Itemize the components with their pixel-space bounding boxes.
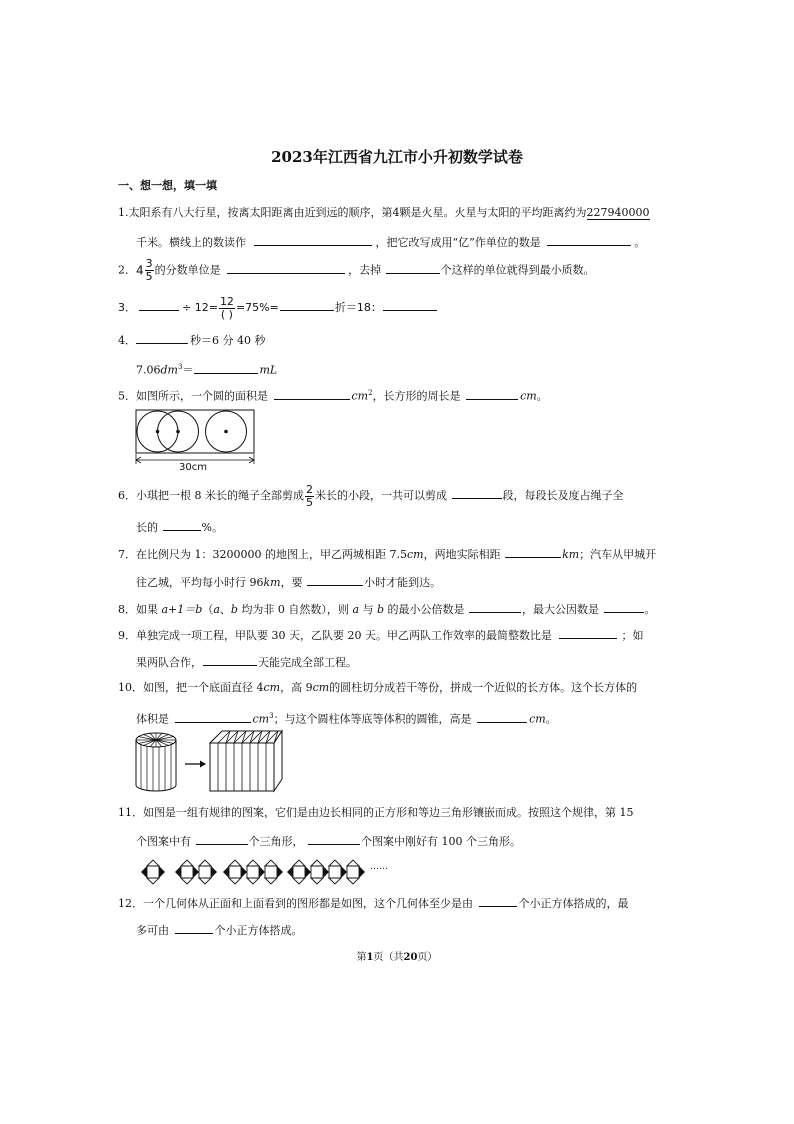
q4-number: 4．: [118, 334, 136, 347]
q8-text-k: ，最大公因数是: [522, 603, 600, 616]
arrow-right-icon: [185, 761, 206, 768]
q11-text-d: 个图案中刚好有 100 个三角形。: [361, 835, 521, 848]
q9-answer-blank-1[interactable]: [559, 627, 617, 639]
q6-text-e: %。: [201, 521, 223, 534]
q8-var-b: b: [230, 603, 238, 616]
q1-text-b: 千米。横线上的数读作: [136, 236, 246, 249]
question-2: [118, 258, 595, 283]
q6-text-d: 长的: [136, 521, 158, 534]
question-5: [118, 386, 548, 404]
q2-text-c: 个这样的单位就得到最小质数。: [440, 263, 595, 277]
question-6-line-1: [118, 482, 624, 510]
q6-numerator: 2: [306, 482, 313, 496]
q5-answer-blank-2[interactable]: [466, 388, 518, 400]
q8-expression: a+1＝b: [161, 603, 203, 616]
q7-unit-3: km: [263, 576, 281, 589]
q9-text-b: ；如: [621, 629, 644, 642]
q5-text-c: 。: [536, 389, 548, 403]
triangle-square-pattern-figure: [140, 858, 370, 888]
q7-unit-1: cm: [406, 548, 424, 561]
q4-answer-blank-2[interactable]: [194, 362, 258, 374]
q9-answer-blank-2[interactable]: [203, 654, 257, 666]
q7-answer-blank-2[interactable]: [307, 574, 363, 586]
q12-answer-blank-2[interactable]: [175, 922, 213, 934]
q9-text-a: 9．单独完成一项工程，甲队要 30 天，乙队要 20 天。甲乙两队工作效率的最简整数比是: [118, 629, 552, 642]
q1-underlined-number: 227940000: [586, 206, 650, 219]
q4-unit-ml: mL: [259, 363, 278, 377]
q10-answer-blank-2[interactable]: [477, 711, 527, 723]
q3-text-c: 折＝18：: [334, 301, 382, 314]
q3-answer-blank-3[interactable]: [383, 299, 437, 311]
q6-text-c: 段，每段长及度占绳子全: [502, 489, 624, 502]
q2-number: 2．: [118, 263, 136, 277]
q4-value: 7.06: [136, 363, 161, 377]
q10-text-f: 。: [545, 712, 557, 726]
q10-unit-3: cm: [252, 712, 270, 726]
q8-text-f: 均为非 0 自然数），则: [241, 603, 349, 616]
question-7-line-1: [118, 546, 656, 562]
q4-superscript: 3: [177, 363, 183, 371]
q5-answer-blank-1[interactable]: [274, 388, 350, 400]
q2-numerator: 3: [145, 257, 153, 270]
footer-total-pages: 20: [403, 952, 418, 963]
q2-text-b: ，去掉: [348, 263, 382, 277]
q4-text-a: 秒＝6 分 40 秒: [190, 334, 266, 347]
pattern-ellipsis: ……: [370, 862, 388, 872]
q12-text-b: 个小正方体搭成的，最: [518, 897, 629, 910]
question-11-line-2: [136, 833, 521, 849]
q8-text-j: 的最小公倍数是: [387, 603, 465, 616]
q3-answer-blank-1[interactable]: [139, 299, 179, 311]
q6-text-b: 米长的小段，一共可以剪成: [315, 489, 447, 502]
question-12-line-1: [118, 895, 629, 911]
question-4-line-2: [136, 360, 277, 378]
pattern-3: [223, 860, 283, 884]
q4-unit-dm: dm: [160, 363, 178, 377]
q9-text-c: 果两队合作，: [136, 656, 202, 669]
footer-text-b: 页（共: [373, 952, 404, 963]
q1-answer-blank-2[interactable]: [547, 234, 631, 246]
q10-superscript: 3: [269, 712, 274, 720]
q6-fraction: [305, 484, 314, 509]
q10-text-d: 体积是: [136, 712, 169, 726]
question-4-line-1: [118, 332, 266, 348]
cylinder-to-cuboid-figure: [134, 727, 284, 795]
question-9-line-2: [136, 654, 357, 670]
q10-text-c: 的圆柱切分成若干等份，拼成一个近似的长方体。这个长方体的: [329, 681, 638, 694]
q6-denominator: 5: [306, 495, 313, 509]
pattern-1: [141, 860, 165, 884]
q7-text-c: ；汽车从甲城开: [579, 548, 657, 561]
footer-text-a: 第: [356, 952, 367, 963]
page-title: 2023年江西省九江市小升初数学试卷: [271, 148, 523, 166]
q12-text-a: 12．一个几何体从正面和上面看到的图形都是如图，这个几何体至少是由: [118, 897, 473, 910]
q8-var-b-2: b: [377, 603, 385, 616]
q11-answer-blank-1[interactable]: [196, 833, 248, 845]
q12-text-c: 多可由: [136, 924, 169, 937]
q2-answer-blank-2[interactable]: [386, 262, 440, 274]
q8-text-h: 与: [362, 603, 374, 616]
q5-superscript: 2: [368, 389, 373, 397]
q11-text-c: 个三角形，: [248, 835, 304, 848]
question-3: [118, 295, 438, 321]
q3-number: 3．: [118, 301, 136, 314]
question-6-line-2: [136, 519, 223, 535]
figure-center-dot-3: [224, 430, 228, 434]
question-8: [118, 601, 656, 617]
q10-unit-1: cm: [263, 681, 281, 694]
q7-unit-2: km: [562, 548, 580, 561]
question-9-line-1: [118, 627, 643, 643]
q2-mixed-whole: 4: [136, 263, 144, 278]
q5-text-a: 5．如图所示，一个圆的面积是: [118, 389, 268, 403]
q7-text-f: 小时才能到达。: [364, 576, 442, 589]
q7-text-d: 往乙城，平均每小时行 96: [136, 576, 264, 589]
question-12-line-2: [136, 922, 303, 938]
q2-text-a: 的分数单位是: [154, 263, 221, 277]
section-heading-1: 一、想一想，填一填: [118, 179, 217, 192]
question-11-line-1: [118, 806, 634, 820]
q10-text-a: 10．如图，把一个底面直径 4: [118, 681, 264, 694]
q5-unit-1: cm: [351, 389, 369, 403]
cuboid-figure: [210, 731, 282, 791]
q8-var-a: a: [213, 603, 220, 616]
q1-text-d: 。: [634, 236, 646, 249]
q2-answer-blank-1[interactable]: [227, 262, 345, 274]
q10-answer-blank-1[interactable]: [175, 711, 251, 723]
q3-text-b: =75%=: [235, 301, 279, 314]
q4-equals: ＝: [182, 363, 194, 377]
q8-text-l: 。: [644, 603, 656, 616]
pattern-2: [175, 860, 217, 884]
figure-rectangle: [136, 410, 254, 453]
q4-answer-blank-1[interactable]: [136, 332, 188, 344]
q12-text-d: 个小正方体搭成。: [214, 924, 303, 937]
q7-text-b: ，两地实际相距: [423, 548, 501, 561]
figure-center-dot-1: [156, 430, 160, 434]
q3-fraction: [219, 296, 235, 321]
q5-unit-2: cm: [520, 389, 537, 403]
q10-text-b: ，高 9: [280, 681, 313, 694]
q3-denominator: ( ): [220, 307, 233, 321]
q2-denominator: 5: [145, 270, 153, 283]
q1-text-c: ，把它改写成用“亿”作单位的数是: [375, 236, 541, 249]
q6-answer-blank-2[interactable]: [163, 519, 201, 531]
q8-answer-blank-2[interactable]: [604, 601, 644, 613]
q10-unit-2: cm: [312, 681, 330, 694]
question-10-line-1: [118, 681, 637, 695]
q11-answer-blank-2[interactable]: [308, 833, 360, 845]
q8-answer-blank-1[interactable]: [469, 601, 521, 613]
q1-answer-blank-1[interactable]: [254, 234, 372, 246]
q12-answer-blank-1[interactable]: [479, 895, 517, 907]
q11-text-b: 个图案中有: [136, 835, 191, 848]
footer-text-c: 页）: [417, 952, 438, 963]
cylinder-figure: [136, 733, 176, 791]
q3-numerator: 12: [219, 294, 234, 308]
q9-text-d: 天能完成全部工程。: [258, 656, 357, 669]
question-1-line-1: [118, 206, 650, 220]
q8-text-b: （: [202, 603, 214, 616]
figure-center-dot-2: [176, 430, 180, 434]
q7-answer-blank-1[interactable]: [505, 546, 561, 558]
question-10-line-2: [136, 709, 557, 727]
question-7-line-2: [136, 574, 441, 590]
q5-text-b: ，长方形的周长是: [372, 389, 461, 403]
q6-text-a: 6．小琪把一根 8 米长的绳子全部剪成: [118, 489, 304, 502]
question-1-line-2: [136, 234, 645, 250]
q7-text-e: ，要: [280, 576, 303, 589]
q2-fraction: [145, 258, 154, 283]
page-footer: [0, 951, 794, 965]
q3-answer-blank-2[interactable]: [280, 299, 334, 311]
q11-text-a: 11．如图是一组有规律的图案，它们是由边长相同的正方形和等边三角形镶嵌而成。按照这个规律，第 15: [118, 806, 634, 819]
q10-unit-4: cm: [529, 712, 546, 726]
q7-text-a: 7．在比例尺为 1：3200000 的地图上，甲乙两城相距 7.5: [118, 548, 407, 561]
q3-text-a: ÷ 12=: [182, 301, 218, 314]
footer-page-number: 1: [366, 952, 374, 963]
q6-answer-blank-1[interactable]: [452, 487, 502, 499]
q8-var-a-2: a: [352, 603, 359, 616]
pattern-4: [287, 860, 365, 884]
figure-dimension-label: 30cm: [179, 462, 207, 473]
q1-text-a: 1.太阳系有八大行星，按离太阳距离由近到远的顺序，第4颗是火星。火星与太阳的平均距离约为: [118, 206, 587, 219]
q8-text-a: 8．如果: [118, 603, 158, 616]
q8-text-d: 、: [219, 603, 231, 616]
q10-text-e: ；与这个圆柱体等底等体积的圆锥，高是: [273, 712, 472, 726]
